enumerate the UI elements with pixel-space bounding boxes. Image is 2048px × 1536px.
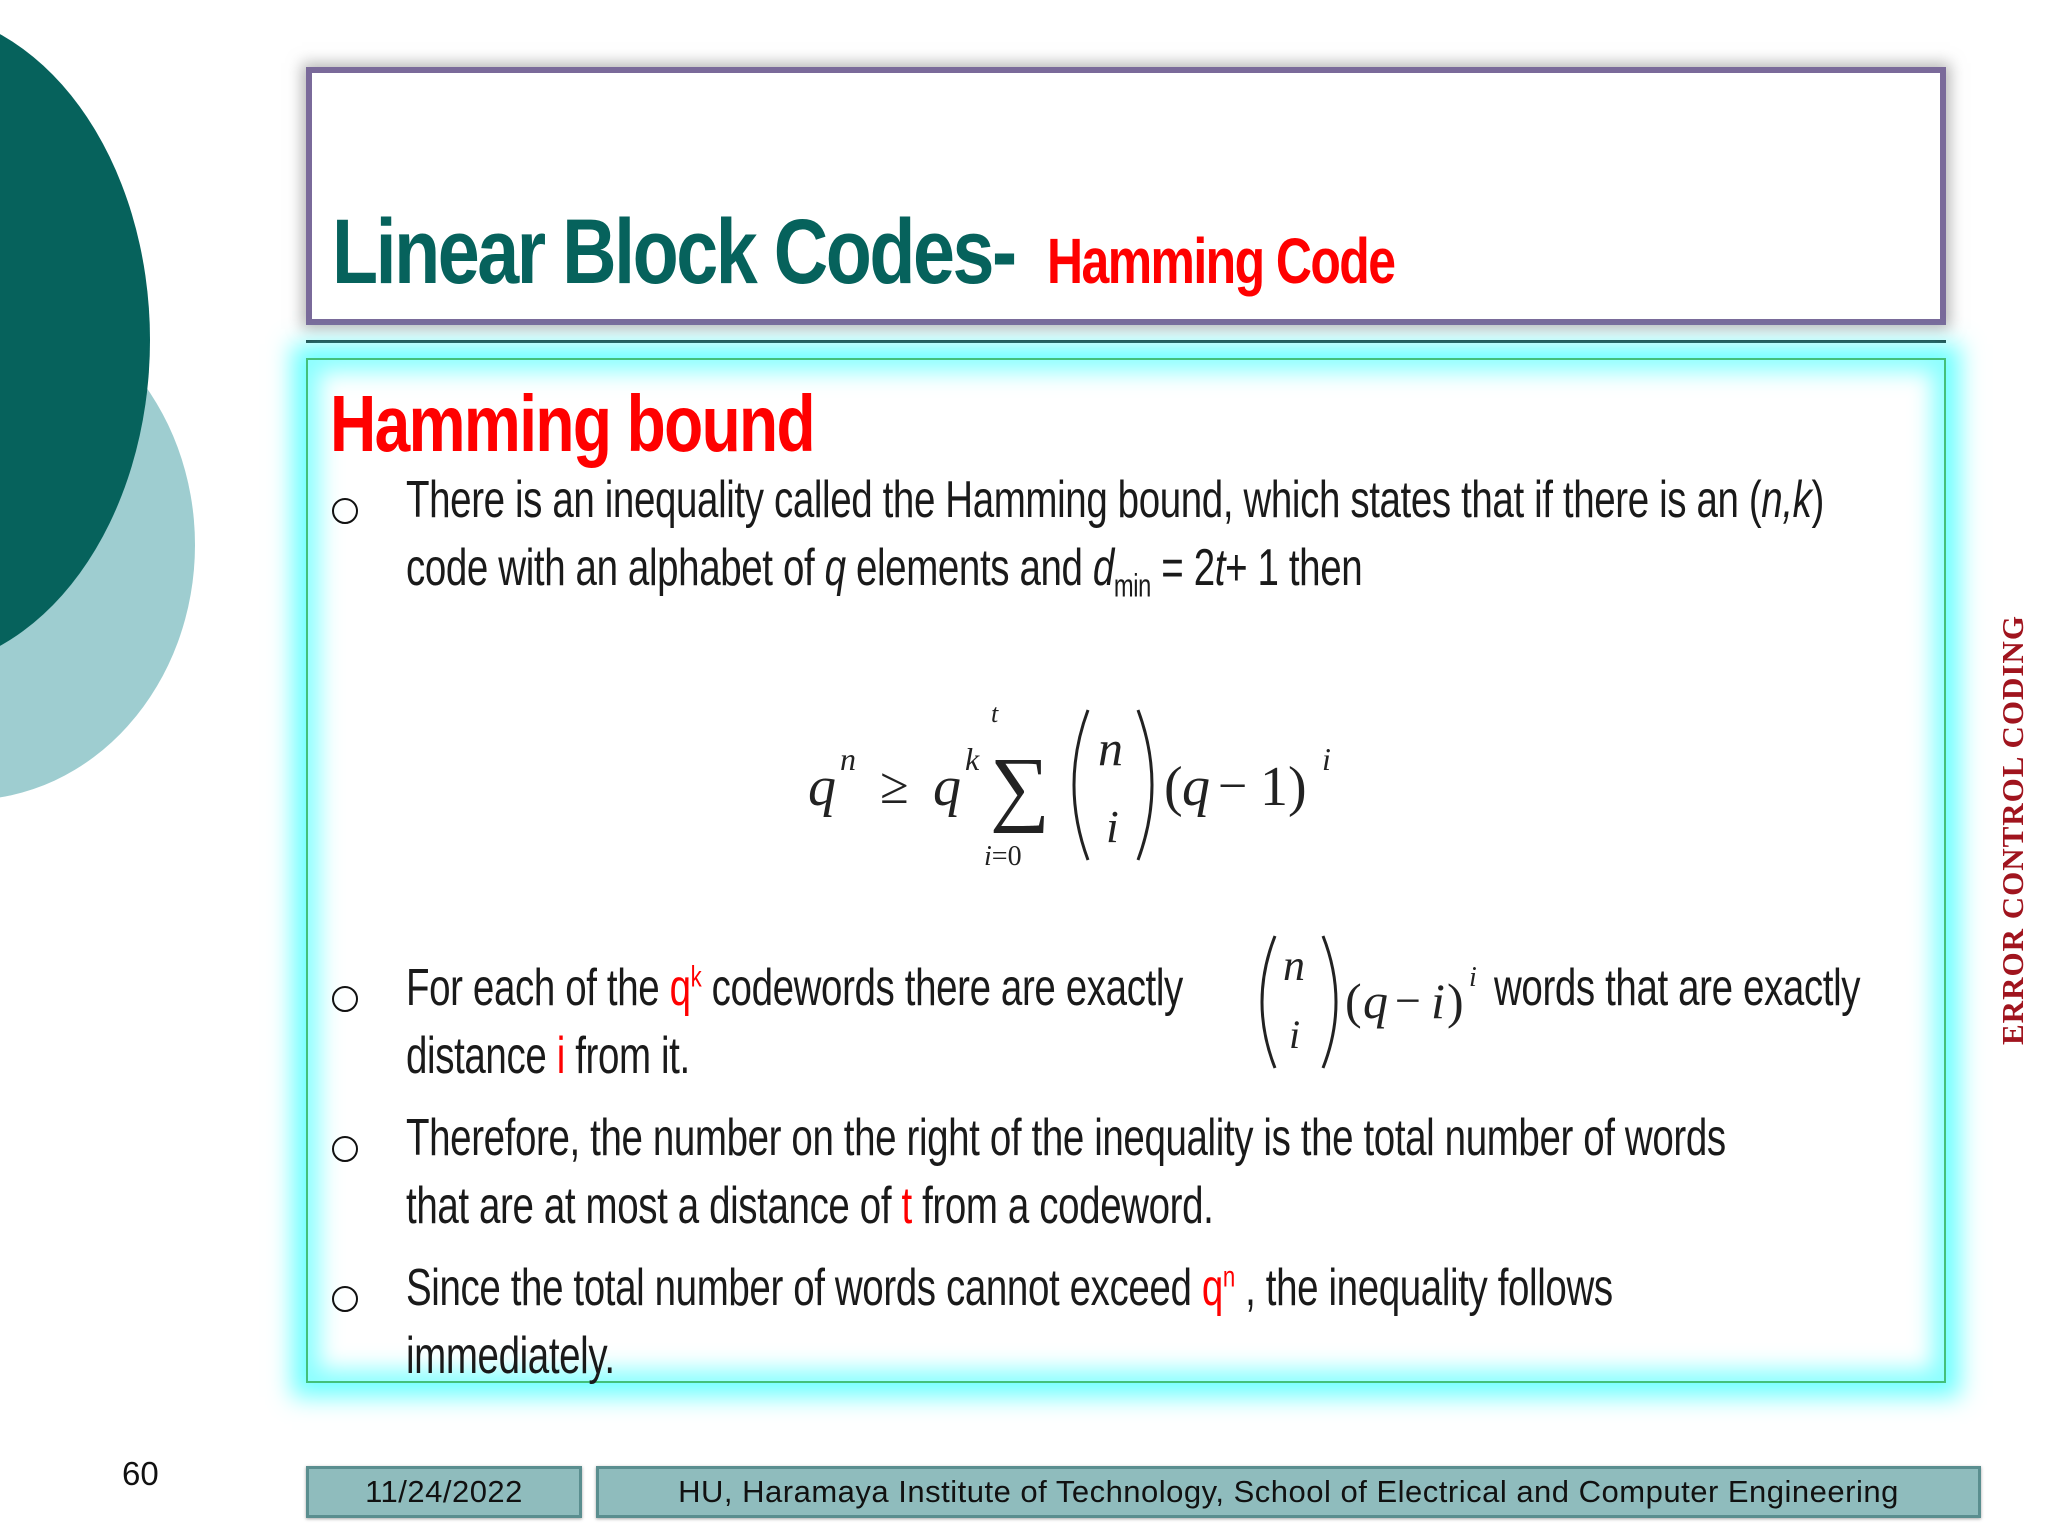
bullet-circle-icon [332, 1286, 358, 1312]
bullet1-text3: code with an alphabet of [406, 539, 825, 597]
svg-text:i: i [1289, 1012, 1301, 1057]
bullet4-text1: Since the total number of words cannot exceed [406, 1259, 1202, 1317]
bullet3-line2 [406, 1176, 1213, 1236]
bullet1-min: min [1113, 567, 1151, 604]
bullet1-d: d [1092, 539, 1114, 597]
bullet1-line1 [406, 470, 1824, 530]
bullet2-text4: from it. [564, 1027, 690, 1085]
svg-text:i: i [1322, 741, 1331, 777]
bullet3-text2: from a codeword. [911, 1177, 1214, 1235]
title-divider [306, 340, 1946, 343]
svg-text:n: n [1283, 941, 1305, 990]
bullet3-line1: Therefore, the number on the right of the inequality is the total number of words [406, 1109, 1726, 1167]
svg-text:i=0: i=0 [984, 841, 1022, 872]
svg-text:): ) [1447, 973, 1464, 1029]
bullet2-text2: codewords there are exactly [701, 959, 1183, 1017]
svg-text:q: q [808, 756, 836, 818]
bullet1-text2: ) [1811, 471, 1824, 529]
svg-text:−: − [1395, 975, 1421, 1026]
page-number: 60 [122, 1455, 159, 1492]
svg-text:−: − [1218, 758, 1248, 815]
bullet1-text5: = 2 [1150, 539, 1215, 597]
svg-text:i: i [1469, 962, 1477, 993]
svg-text:q: q [1363, 973, 1388, 1029]
bullet1-nk: n,k [1761, 471, 1812, 529]
svg-text:k: k [965, 741, 980, 777]
bullet3-text1: that are at most a distance of [406, 1177, 902, 1235]
content-box [306, 358, 1946, 1383]
footer-institution: HU, Haramaya Institute of Technology, School of Electrical and Computer Engineering [596, 1466, 1981, 1518]
svg-text:n: n [840, 741, 856, 777]
section-heading: Hamming bound [330, 379, 815, 468]
binomial-term-formula [1253, 930, 1493, 1075]
svg-text:i: i [1431, 973, 1445, 1029]
bullet1-text6: + 1 then [1225, 539, 1363, 597]
bullet-circle-icon [332, 1136, 358, 1162]
bullet2-line2 [406, 1026, 690, 1086]
svg-text:q: q [1182, 756, 1210, 818]
svg-text:i: i [1106, 801, 1119, 852]
bullet3-t: t [901, 1177, 912, 1235]
svg-text:≥: ≥ [880, 758, 909, 815]
bullet4-line2: immediately. [406, 1327, 615, 1385]
bullet1-text1: There is an inequality called the Hamming bound, which states that if there is an ( [406, 471, 1762, 529]
bullet-circle-icon [332, 986, 358, 1012]
bullet2-text3: distance [406, 1027, 557, 1085]
bullet2-i: i [556, 1027, 565, 1085]
bullet2-line1 [406, 958, 1183, 1018]
bullet4-qn-exp: n [1222, 1260, 1235, 1294]
svg-text:∑: ∑ [990, 741, 1050, 834]
slide-title [332, 200, 1492, 305]
title-main: Linear Block Codes- [332, 201, 1015, 303]
svg-text:(: ( [1164, 756, 1183, 818]
bullet1-q: q [824, 539, 846, 597]
bullet1-line2 [406, 538, 1362, 604]
hamming-bound-formula [798, 690, 1358, 890]
bullet2-text1: For each of the [406, 959, 670, 1017]
bullet-circle-icon [332, 498, 358, 524]
svg-text:(: ( [1345, 973, 1362, 1029]
bullet2-line1-end: words that are exactly [1494, 959, 1861, 1017]
bullet4-qn: q [1201, 1259, 1223, 1317]
bullet1-t: t [1214, 539, 1226, 597]
bullet2-qk: q [669, 959, 691, 1017]
svg-text:q: q [933, 756, 961, 818]
bullet4-text2: , the inequality follows [1234, 1259, 1613, 1317]
bullet2-qk-exp: k [690, 960, 702, 994]
svg-text:n: n [1098, 720, 1123, 776]
bullet1-text4: elements and [845, 539, 1093, 597]
svg-text:1): 1) [1260, 756, 1307, 818]
bullet4-line1 [406, 1258, 1613, 1318]
title-box [306, 67, 1946, 325]
side-label: ERROR CONTROL CODING [1995, 615, 2030, 1045]
title-sub: Hamming Code [1046, 225, 1394, 297]
footer-date: 11/24/2022 [306, 1466, 582, 1518]
svg-text:t: t [991, 699, 999, 728]
